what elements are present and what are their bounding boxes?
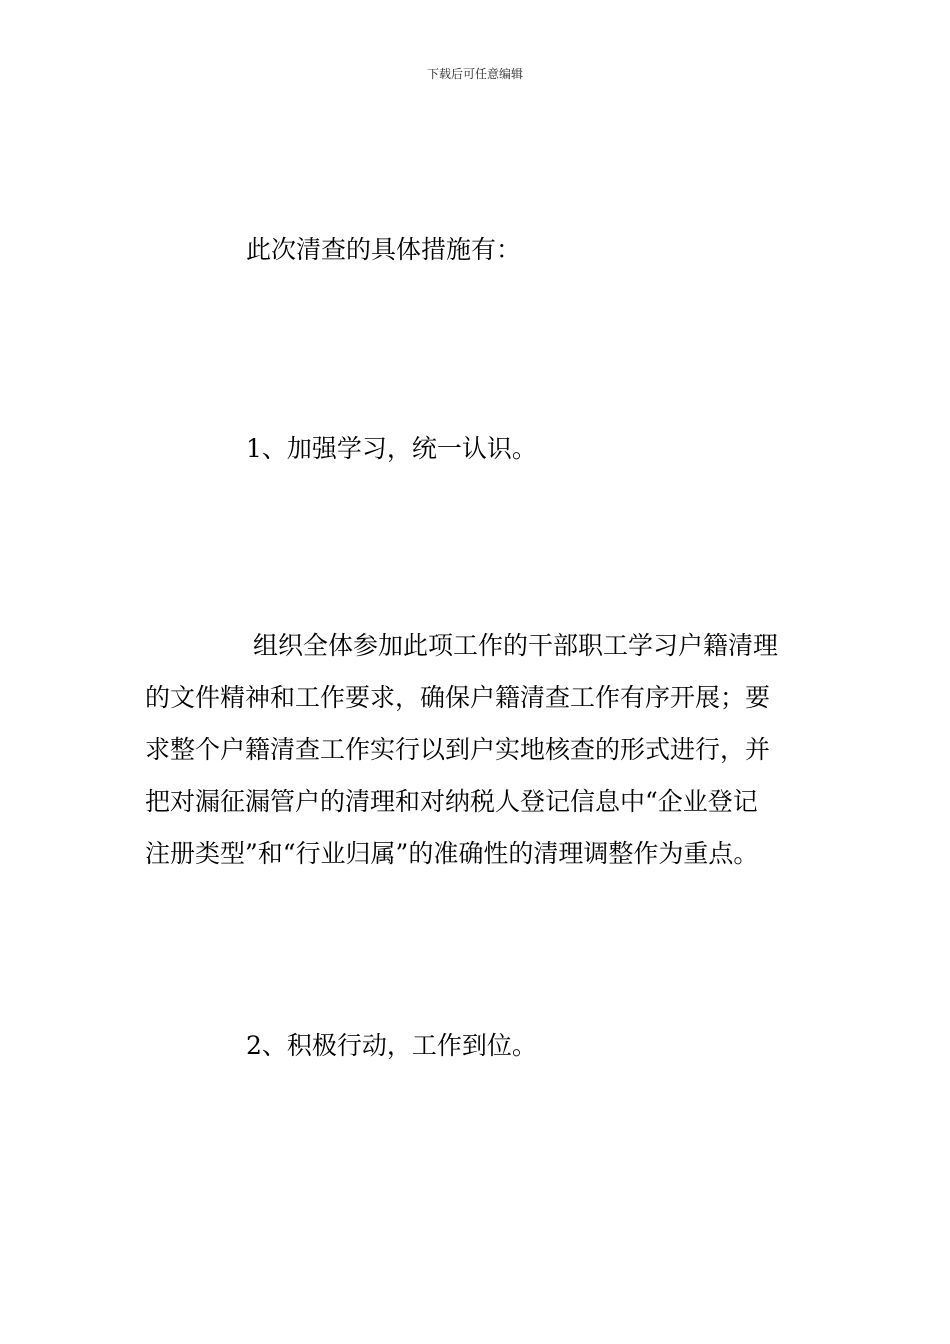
item1-body-line: 注册类型”和“行业归属”的准确性的清理调整作为重点。	[145, 839, 759, 868]
item1-body-paragraph	[145, 620, 815, 880]
item1-body-line: 的文件精神和工作要求，确保户籍清查工作有序开展；要	[145, 683, 771, 712]
item1-body-line: 组织全体参加此项工作的干部职工学习户籍清理	[253, 631, 779, 660]
page-header: 下载后可任意编辑	[426, 67, 523, 81]
item1-body-line: 把对漏征漏管户的清理和对纳税人登记信息中“企业登记	[145, 787, 758, 816]
intro-line: 此次清查的具体措施有：	[246, 235, 522, 264]
item2-heading: 2、积极行动，工作到位。	[246, 1031, 537, 1060]
item1-heading: 1、加强学习，统一认识。	[246, 434, 537, 463]
item1-body-line: 求整个户籍清查工作实行以到户实地核查的形式进行，并	[145, 735, 771, 764]
